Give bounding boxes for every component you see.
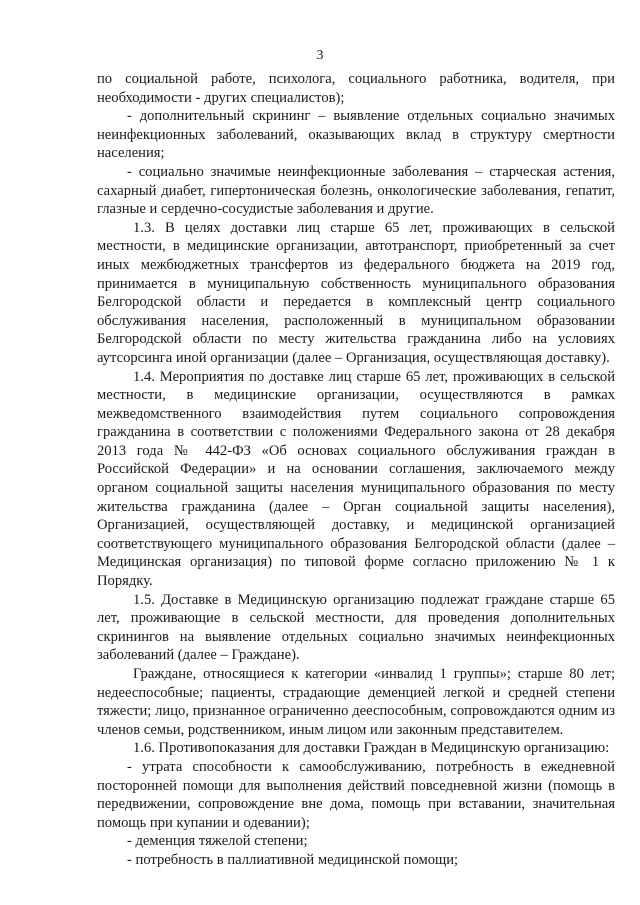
paragraph-accompanied-citizens: Граждане, относящиеся к категории «инвалид 1 группы»; старше 80 лет; недееспособные; пациенты, страдающие деменцией легкой и средней степени тяжести; лицо, признанное ограниченно дееспособным, сопровождаются одним из членов семьи, родственником, иным лицом или законным представителем. [97,666,615,738]
paragraph-noncommunicable-diseases: - социально значимые неинфекционные заболевания – старческая астения, сахарный диабет, гипертоническая болезнь, онкологические заболевания, гепатит, глазные и сердечно-сосудистые заболевания и другие. [97,163,615,218]
paragraph-loss-of-self-care: - утрата способности к самообслуживанию, потребность в ежедневной посторонней помощи для выполнения действий повседневной жизни (помощь в передвижении, сопровождение вне дома, помощь при вставании, значительная помощь при купании и одевании); [97,758,615,831]
paragraph-1-5: 1.5. Доставке в Медицинскую организацию подлежат граждане старше 65 лет, проживающие в сельской местности, для проведения дополнительных скринингов на выявление отдельных социально значимых неинфекционных заболеваний (далее – Граждане). [97,591,615,664]
paragraph-1-3: 1.3. В целях доставки лиц старше 65 лет, проживающих в сельской местности, в медицинские организации, автотранспорт, приобретенный за счет иных межбюджетных трансфертов из федерального бюджета на 2019 год, принимается в муниципальную собственность муниципального образования Белгородской области и передается в комплексный центр социального обслуживания населения, расположенный в муниципальном образовании Белгородской области по месту жительства гражданина либо на условиях аутсорсинга иной организации (далее – Организация, осуществляющая доставку). [97,219,615,366]
paragraph-1-6: 1.6. Противопоказания для доставки Граждан в Медицинскую организацию: [133,740,610,757]
paragraph-severe-dementia: - деменция тяжелой степени; [127,833,308,850]
document-body [97,70,615,870]
paragraph-1-4: 1.4. Мероприятия по доставке лиц старше 65 лет, проживающих в сельской местности, в медицинские организации, осуществляются в рамках межведомственного взаимодействия путем социального сопровождения гражданина в соответствии с положениями Федерального закона от 28 декабря 2013 года № 442-ФЗ «Об основах социального обслуживания граждан в Российской Федерации» и на основании соглашения, заключаемого между органом социальной защиты населения муниципального образования по месту жительства гражданина (далее – Орган социальной защиты населения), Организацией, осуществляющей доставку, и медицинской организацией соответствующего муниципального образования Белгородской области (далее – Медицинская организация) по типовой форме согласно приложению № 1 к Порядку. [97,368,615,590]
paragraph-specialists: по социальной работе, психолога, социального работника, водителя, при необходимости - других специалистов); [97,71,615,106]
paragraph-palliative-care: - потребность в паллиативной медицинской помощи; [127,851,459,868]
page-number: 3 [316,48,324,63]
paragraph-additional-screening: - дополнительный скрининг – выявление отдельных социально значимых неинфекционных заболеваний, оказывающих вклад в структуру смертности населения; [97,108,615,162]
